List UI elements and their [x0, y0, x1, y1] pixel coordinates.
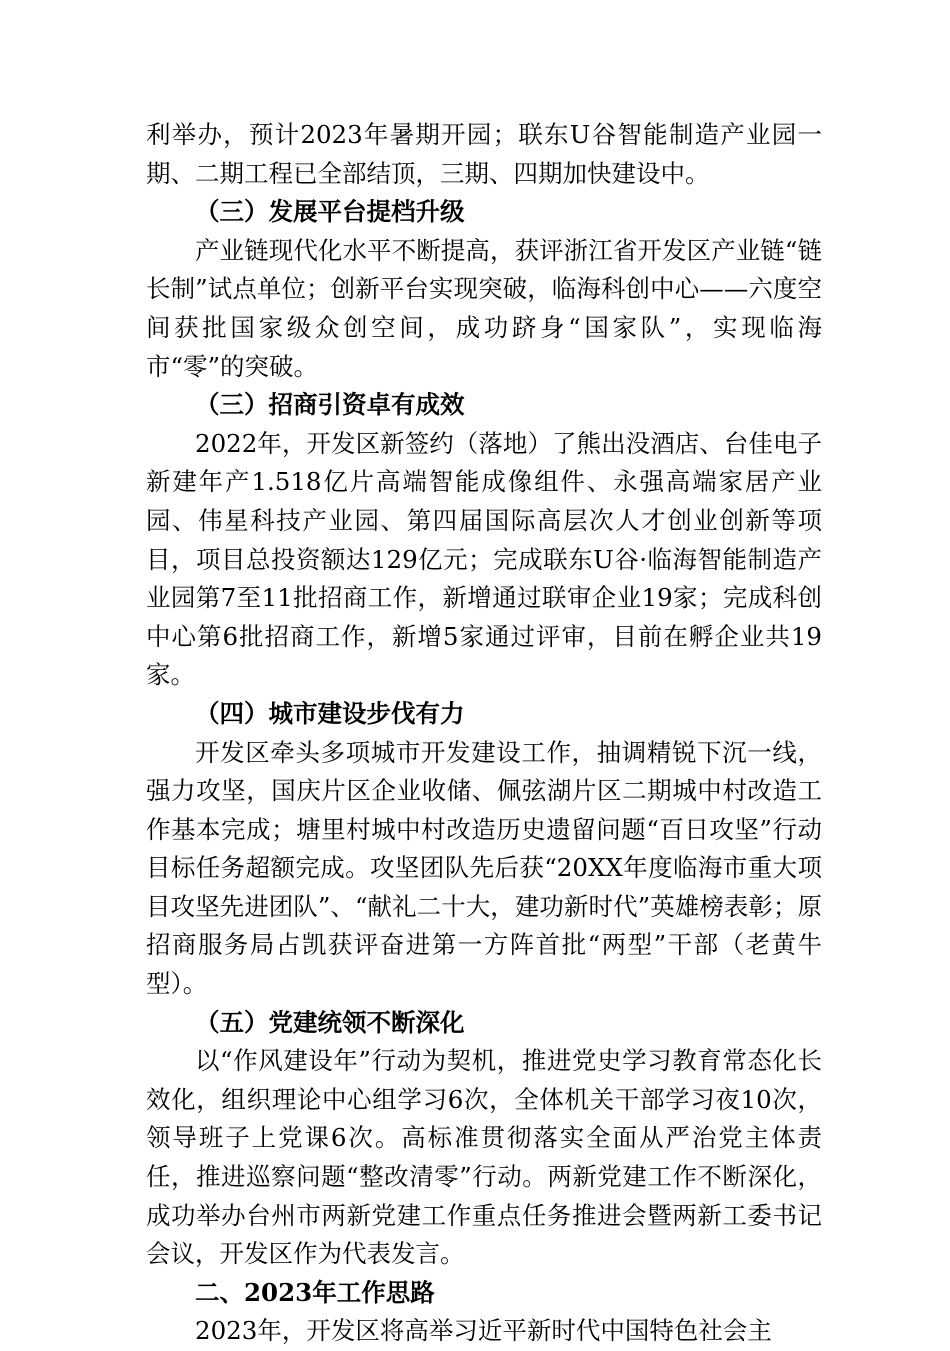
section-heading-urban-construction: （四）城市建设步伐有力: [195, 698, 465, 728]
paragraph-continuation: 利举办，预计2023年暑期开园；联东U谷智能制造产业园一期、二期工程已全部结顶，三期、四期加快建设中。: [146, 120, 822, 188]
section-heading-platform: （三）发展平台提档升级: [195, 197, 465, 227]
paragraph-2023-plan: 2023年，开发区将高举习近平新时代中国特色社会主: [195, 1316, 772, 1346]
chapter-heading-2023-plan: 二、2023年工作思路: [195, 1277, 435, 1307]
paragraph-party-building: 以“作风建设年”行动为契机，推进党史学习教育常态化长效化，组织理论中心组学习6次，全体机关干部学习夜10次，领导班子上党课6次。高标准贯彻落实全面从严治党主体责任，推进巡察问题“整改清零”行动。两新党建工作不断深化，成功举办台州市两新党建工作重点任务推进会暨两新工委书记会议，开发区作为代表发言。: [146, 1046, 822, 1269]
paragraph-platform: 产业链现代化水平不断提高，获评浙江省开发区产业链“链长制”试点单位；创新平台实现突破，临海科创中心——六度空间获批国家级众创空间，成功跻身“国家队”，实现临海市“零”的突破。: [146, 235, 822, 381]
paragraph-urban-construction: 开发区牵头多项城市开发建设工作，抽调精锐下沉一线，强力攻坚，国庆片区企业收储、佩弦湖片区二期城中村改造工作基本完成；塘里村城中村改造历史遗留问题“百日攻坚”行动目标任务超额完成。攻坚团队先后获“20XX年度临海市重大项目攻坚先进团队”、“献礼二十大，建功新时代”英雄榜表彰；原招商服务局占凯获评奋进第一方阵首批“两型”干部（老黄牛型）。: [146, 737, 822, 999]
paragraph-investment: 2022年，开发区新签约（落地）了熊出没酒店、台佳电子新建年产1.518亿片高端智能成像组件、永强高端家居产业园、伟星科技产业园、第四届国际高层次人才创业创新等项目，项目总投资额达129亿元；完成联东U谷·临海智能制造产业园第7至11批招商工作，新增通过联审企业19家；完成科创中心第6批招商工作，新增5家通过评审，目前在孵企业共19家。: [146, 428, 822, 690]
section-heading-party-building: （五）党建统领不断深化: [195, 1007, 465, 1037]
document-body: [146, 116, 822, 1351]
section-heading-investment: （三）招商引资卓有成效: [195, 390, 465, 420]
